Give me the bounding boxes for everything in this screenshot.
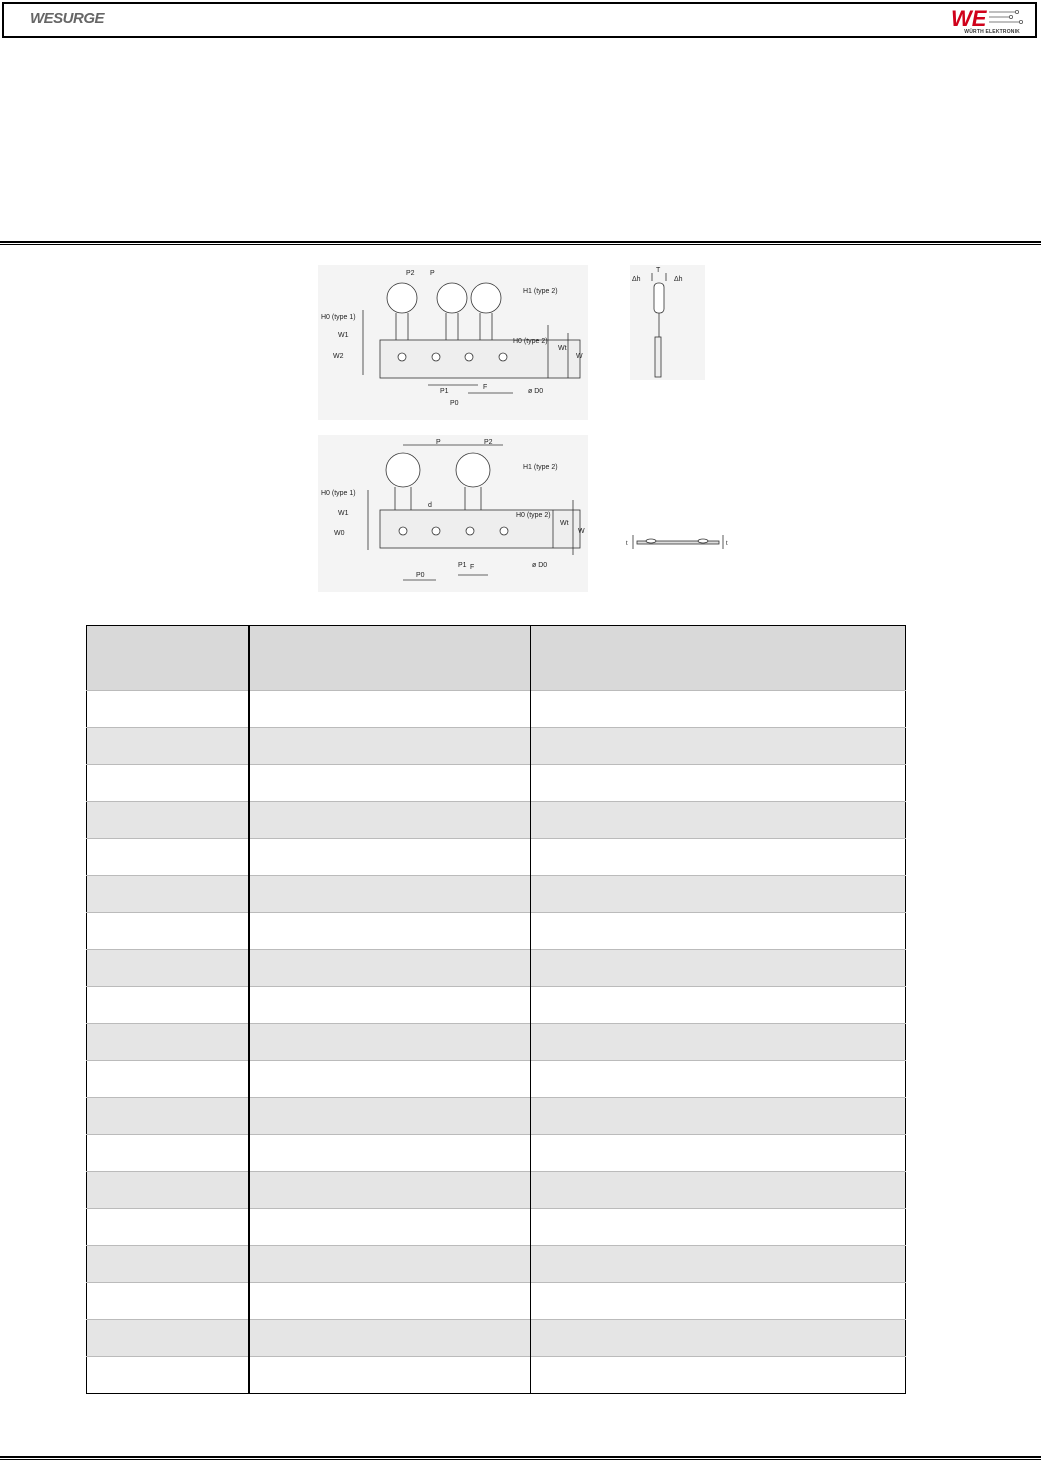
table-cell <box>87 1172 249 1209</box>
table-cell <box>249 987 531 1024</box>
table-cell <box>531 1209 906 1246</box>
footer-divider <box>0 1456 1041 1460</box>
table-row <box>87 1246 906 1283</box>
column-header <box>87 626 249 691</box>
table-cell <box>249 1098 531 1135</box>
component-side-view-drawing <box>630 265 705 380</box>
table-row <box>87 765 906 802</box>
table-cell <box>249 1061 531 1098</box>
table-cell <box>249 1320 531 1357</box>
label-p: P <box>430 270 435 277</box>
label-h1-type2: H1 (type 2) <box>523 464 558 471</box>
table-row <box>87 1024 906 1061</box>
label-thickness-t: T <box>656 267 661 274</box>
table-row <box>87 950 906 987</box>
label-p0: P0 <box>450 400 459 407</box>
table-cell <box>531 691 906 728</box>
table-cell <box>87 1024 249 1061</box>
table-cell <box>249 1357 531 1394</box>
label-w1: W1 <box>338 332 349 339</box>
table-cell <box>249 765 531 802</box>
label-d0: ø D0 <box>528 388 544 395</box>
svg-text:WE: WE <box>951 6 987 31</box>
column-header <box>249 626 531 691</box>
label-p: P <box>436 439 441 446</box>
label-delta-h-left: Δh <box>632 276 641 283</box>
table-row <box>87 1061 906 1098</box>
table-cell <box>249 1209 531 1246</box>
table-cell <box>87 728 249 765</box>
table-cell <box>249 1246 531 1283</box>
table-cell <box>531 1172 906 1209</box>
table-header-row <box>87 626 906 691</box>
table-cell <box>249 1135 531 1172</box>
label-w: W <box>578 528 585 535</box>
table-cell <box>531 876 906 913</box>
label-p2: P2 <box>484 439 493 446</box>
table-cell <box>531 1024 906 1061</box>
table-row <box>87 691 906 728</box>
table-row <box>87 1172 906 1209</box>
table-cell <box>249 839 531 876</box>
table-cell <box>249 1024 531 1061</box>
table-cell <box>87 876 249 913</box>
company-name: WÜRTH ELEKTRONIK <box>964 29 1020 35</box>
column-header <box>531 626 906 691</box>
tape-dimension-table <box>86 625 906 1394</box>
table-cell <box>249 1172 531 1209</box>
table-cell <box>87 950 249 987</box>
table-cell <box>531 987 906 1024</box>
table-row <box>87 876 906 913</box>
label-w: W <box>576 353 583 360</box>
table-cell <box>531 1283 906 1320</box>
table-cell <box>87 691 249 728</box>
table-cell <box>249 691 531 728</box>
table-cell <box>531 913 906 950</box>
table-cell <box>249 913 531 950</box>
table-row <box>87 728 906 765</box>
table-cell <box>249 876 531 913</box>
label-h0-type2: H0 (type 2) <box>516 512 551 519</box>
label-p2: P2 <box>406 270 415 277</box>
table-cell <box>87 1135 249 1172</box>
table-cell <box>249 1283 531 1320</box>
page-header <box>2 2 1037 38</box>
table-cell <box>531 802 906 839</box>
label-lead-d: d <box>428 502 432 509</box>
section-divider <box>0 241 1041 245</box>
table-cell <box>531 1357 906 1394</box>
radial-tape-drawing-bottom <box>318 435 588 592</box>
label-w1: W1 <box>338 510 349 517</box>
brand-logo-wesurge: WESURGE <box>30 10 105 27</box>
table-cell <box>531 1061 906 1098</box>
label-f: F <box>470 564 475 571</box>
label-p0: P0 <box>416 572 425 579</box>
table-cell <box>87 987 249 1024</box>
table-cell <box>249 802 531 839</box>
label-f: F <box>483 384 488 391</box>
table-cell <box>531 950 906 987</box>
label-w0: W0 <box>334 530 345 537</box>
table-cell <box>87 1320 249 1357</box>
table-cell <box>531 1320 906 1357</box>
label-p1: P1 <box>440 388 449 395</box>
table-cell <box>87 1357 249 1394</box>
table-cell <box>531 1098 906 1135</box>
tape-thickness-drawing <box>625 532 735 552</box>
label-t2: t <box>726 541 728 547</box>
label-delta-h-right: Δh <box>674 276 683 283</box>
table-cell <box>531 1135 906 1172</box>
table-cell <box>87 913 249 950</box>
table-cell <box>87 1209 249 1246</box>
label-p1: P1 <box>458 562 467 569</box>
label-d0: ø D0 <box>532 562 548 569</box>
radial-tape-drawing-top <box>318 265 588 420</box>
table-cell <box>87 1246 249 1283</box>
table-cell <box>87 1061 249 1098</box>
table-cell <box>531 1246 906 1283</box>
table-row <box>87 987 906 1024</box>
table-cell <box>87 1283 249 1320</box>
table-cell <box>87 765 249 802</box>
label-wt: Wt <box>560 520 569 527</box>
table-row <box>87 802 906 839</box>
label-h1-type2: H1 (type 2) <box>523 288 558 295</box>
table-cell <box>87 839 249 876</box>
table-cell <box>249 950 531 987</box>
table-row <box>87 913 906 950</box>
label-t1: t <box>626 541 628 547</box>
table-cell <box>87 1098 249 1135</box>
table-row <box>87 1357 906 1394</box>
label-h0-type2: H0 (type 2) <box>513 338 548 345</box>
table-row <box>87 1283 906 1320</box>
label-h0-type1: H0 (type 1) <box>321 314 356 321</box>
table-row <box>87 1209 906 1246</box>
label-w2: W2 <box>333 353 344 360</box>
table-cell <box>87 802 249 839</box>
table-row <box>87 1320 906 1357</box>
table-row <box>87 1098 906 1135</box>
table-cell <box>531 728 906 765</box>
table-row <box>87 839 906 876</box>
table-cell <box>531 765 906 802</box>
table-row <box>87 1135 906 1172</box>
table-cell <box>249 728 531 765</box>
label-wt: Wt <box>558 345 567 352</box>
label-h0-type1: H0 (type 1) <box>321 490 356 497</box>
table-cell <box>531 839 906 876</box>
